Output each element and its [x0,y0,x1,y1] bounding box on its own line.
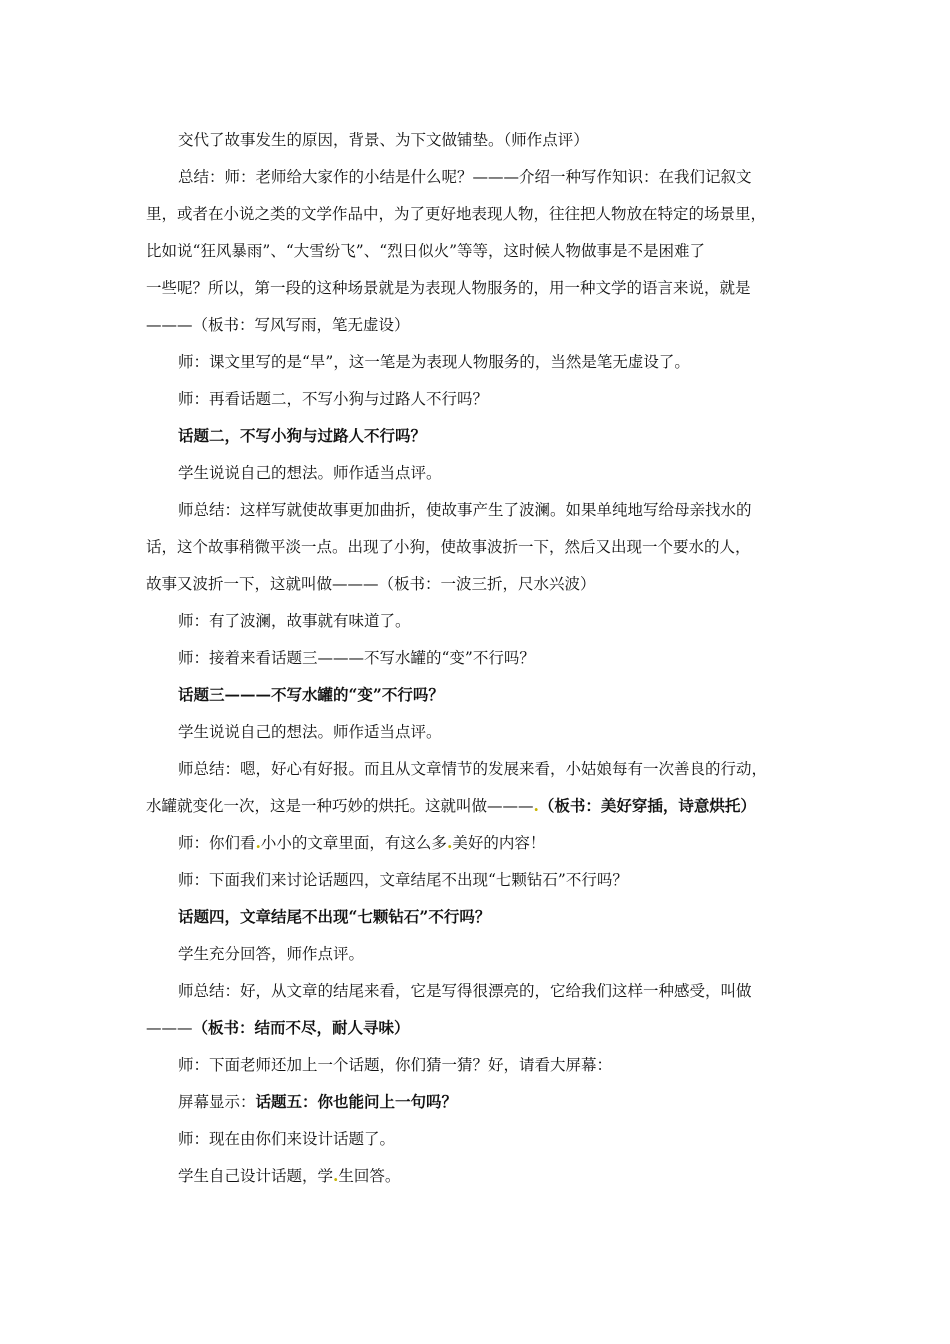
paragraph: 师：有了波澜，故事就有味道了。 [178,612,411,630]
paragraph: 师总结：好，从文章的结尾来看，它是写得很漂亮的，它给我们这样一种感受，叫做 [178,982,752,1000]
paragraph: 学生说说自己的想法。师作适当点评。 [178,464,442,482]
paragraph-text: ——— [146,1019,193,1037]
paragraph: 总结：师：老师给大家作的小结是什么呢？———介绍一种写作知识：在我们记叙文 [178,168,752,186]
paragraph-line: 里，或者在小说之类的文学作品中，为了更好地表现人物，往往把人物放在特定的场景里， [146,205,767,223]
paragraph-text: 屏幕显示： [178,1093,256,1111]
paragraph: 师：下面老师还加上一个话题，你们猜一猜？好，请看大屏幕： [178,1056,613,1074]
paragraph-line: 比如说“狂风暴雨”、“大雪纷飞”、“烈日似火”等等，这时候人物做事是不是困难了 [146,242,706,260]
paragraph: 师：再看话题二，不写小狗与过路人不行吗？ [178,390,489,408]
paragraph-text: 学生自己设计话题，学 [178,1167,334,1185]
paragraph-line: 故事又波折一下，这就叫做———（板书：一波三折，尺水兴波） [146,575,596,593]
paragraph: 师：下面我们来讨论话题四，文章结尾不出现“七颗钻石”不行吗？ [178,871,628,889]
paragraph [178,831,545,853]
paragraph-text: 师：你们看 [178,834,256,852]
topic-heading-2: 话题二，不写小狗与过路人不行吗？ [178,426,427,445]
paragraph: 师总结：嗯，好心有好报。而且从文章情节的发展来看，小姑娘每有一次善良的行动， [178,760,768,778]
paragraph-text: 水罐就变化一次，这是一种巧妙的烘托。这就叫做——— [146,797,534,815]
highlight-dot: . [255,833,261,852]
paragraph-line: 话，这个故事稍微平淡一点。出现了小狗，使故事波折一下，然后又出现一个要水的人， [146,538,751,556]
paragraph-line: 一些呢？所以，第一段的这种场景就是为表现人物服务的，用一种文学的语言来说，就是 [146,279,751,297]
highlight-dot: . [533,796,539,815]
paragraph: 学生充分回答，师作点评。 [178,945,365,963]
paragraph-line: ———（板书：写风写雨，笔无虚设） [146,316,410,334]
paragraph-text: 小小的文章里面，有这么多 [260,834,447,852]
paragraph-line [146,794,756,816]
paragraph: 师：课文里写的是“旱”，这一笔是为表现人物服务的，当然是笔无虚设了。 [178,353,690,371]
board-note: （板书：美好穿插，诗意烘托） [538,796,756,815]
paragraph: 师：接着来看话题三———不写水罐的“变”不行吗？ [178,649,535,667]
paragraph: 师总结：这样写就使故事更加曲折，使故事产生了波澜。如果单纯地写给母亲找水的 [178,501,752,519]
paragraph-line [146,1016,410,1038]
paragraph [178,1090,457,1112]
topic-heading-3: 话题三———不写水罐的“变”不行吗？ [178,685,444,704]
highlight-dot: . [333,1166,339,1185]
paragraph: 学生说说自己的想法。师作适当点评。 [178,723,442,741]
paragraph-text: 美好的内容！ [452,834,546,852]
paragraph: 师：现在由你们来设计话题了。 [178,1130,396,1148]
board-note: （板书：结而不尽，耐人寻味） [192,1018,410,1037]
paragraph [178,1164,400,1186]
paragraph: 交代了故事发生的原因，背景、为下文做铺垫。（师作点评） [178,131,589,149]
topic-heading-4: 话题四，文章结尾不出现“七颗钻石”不行吗？ [178,907,491,926]
topic-heading-5: 话题五：你也能问上一句吗？ [255,1092,458,1111]
highlight-dot: . [446,833,453,852]
paragraph-text: 生回答。 [338,1167,401,1185]
